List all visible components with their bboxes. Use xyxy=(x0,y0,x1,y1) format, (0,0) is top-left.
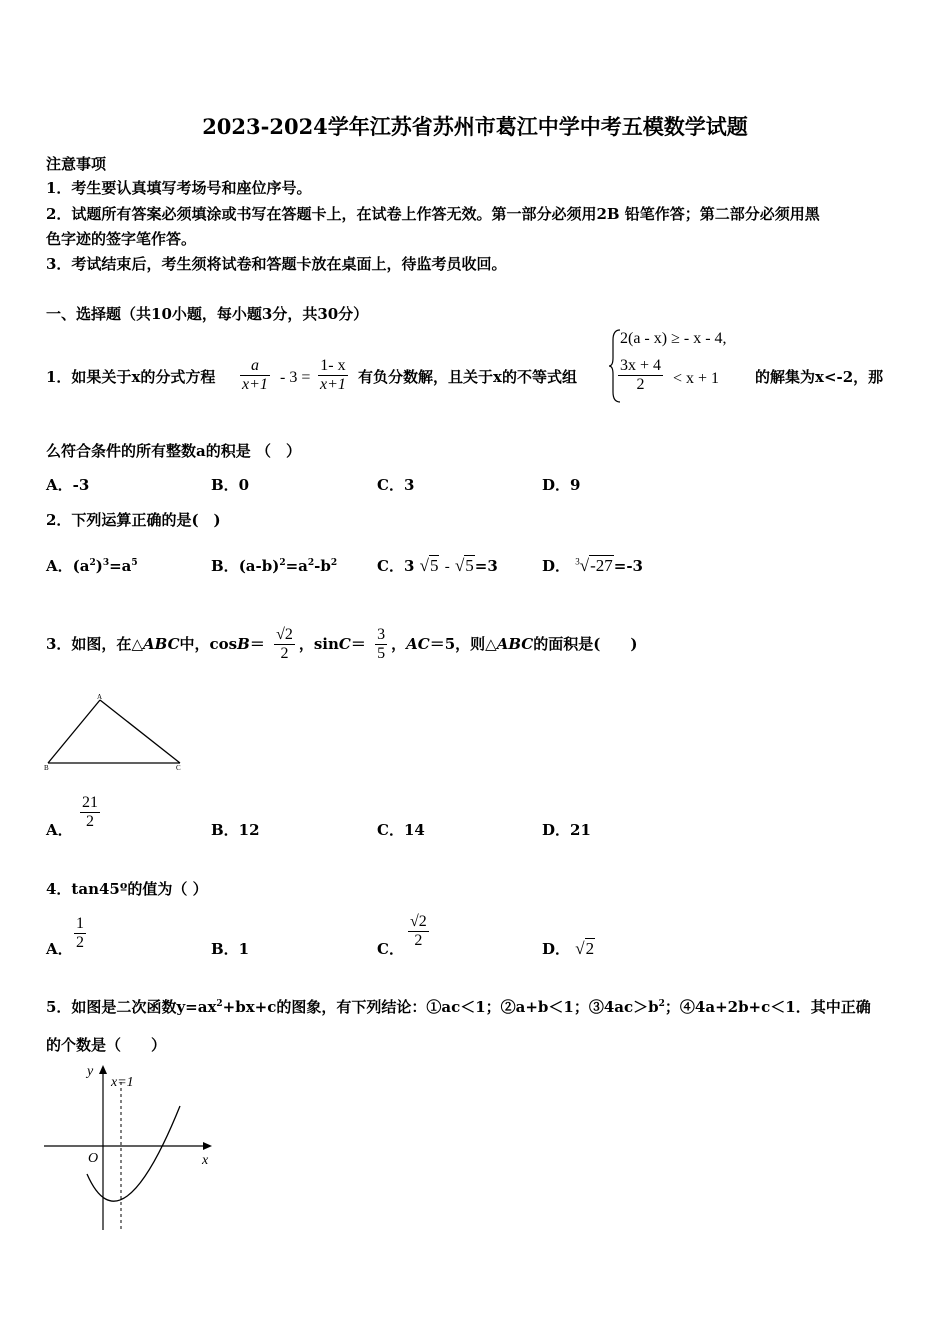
q3-p2: 中，cos xyxy=(179,634,238,653)
q2-c-label: C． xyxy=(377,557,404,575)
q3-a-num: 21 xyxy=(80,794,100,813)
q1-frac2-num: 1- x xyxy=(318,357,348,376)
q2-c-sqrt-2: √5 xyxy=(454,556,474,575)
q2-b-s2: 2 xyxy=(307,558,315,568)
q2-option-c xyxy=(377,555,498,576)
q5-sup1: 2 xyxy=(216,999,223,1009)
q1-minus3: - 3 = xyxy=(280,369,311,386)
graph-label-origin: O xyxy=(88,1151,99,1166)
notice-item-1: 1．考生要认真填写考场号和座位序号。 xyxy=(46,179,312,197)
q4-a-num: 1 xyxy=(74,915,86,934)
x-axis-arrow-icon xyxy=(203,1142,212,1150)
q5-p2: +bx+c的图象，有下列结论：①ac＜1；②a+b＜1；③4ac＞b xyxy=(222,998,659,1016)
q2-d-rad: -27 xyxy=(590,556,613,575)
q4-option-a-frac xyxy=(74,915,86,953)
q3-frac2-den: 5 xyxy=(377,645,386,663)
q1-ineq2-num: 3x + 4 xyxy=(618,357,663,376)
q1-fraction-1 xyxy=(240,357,270,395)
q3-p4: ，sin xyxy=(298,634,339,653)
q2-a-s2: 3 xyxy=(102,558,110,568)
q3-p3: ＝ xyxy=(249,634,265,653)
q2-stem: 2．下列运算正确的是( ) xyxy=(46,511,221,529)
q1-option-d: D．9 xyxy=(542,476,581,494)
q1-ineq2-den: 2 xyxy=(636,376,645,394)
q4-option-c-frac xyxy=(408,913,429,951)
q2-d-cuberoot: $^3$√-27 xyxy=(575,556,613,575)
q3-option-b: B．12 xyxy=(211,821,260,839)
graph-parabola-curve xyxy=(87,1106,180,1201)
q1-ineq-2-frac xyxy=(618,357,663,395)
q1-ineq-1: 2(a - x) ≥ - x - 4, xyxy=(620,330,727,347)
q3-option-a-label: A． xyxy=(46,821,73,839)
q2-option-d xyxy=(542,555,643,576)
q3-p7: ＝5，则△ xyxy=(429,634,497,653)
q2-a-s1: 2 xyxy=(89,558,96,568)
q2-a-t3: =a xyxy=(109,557,132,575)
q5-sup2: 2 xyxy=(658,999,665,1009)
q3-triangle-figure xyxy=(40,690,190,772)
q2-c-sqrt-1: √5 xyxy=(419,556,439,575)
triangle-label-a: A xyxy=(97,693,103,701)
q5-stem xyxy=(46,996,871,1017)
q3-ac: AC xyxy=(406,634,430,653)
q1-frac1-num: a xyxy=(240,357,270,376)
q3-frac1-den: 2 xyxy=(280,645,289,663)
q2-b-s3: 2 xyxy=(330,558,338,568)
q5-p3: ；④4a+2b+c＜1．其中正确 xyxy=(664,998,871,1016)
graph-label-x: x xyxy=(202,1153,209,1168)
q2-b-label: B． xyxy=(211,557,239,575)
q3-frac2-num: 3 xyxy=(375,626,387,645)
q2-d-index: 3 xyxy=(575,556,580,567)
q2-b-t3: -b xyxy=(314,557,331,575)
triangle-label-c: C xyxy=(176,764,181,772)
q3-frac-1 xyxy=(274,626,295,664)
q4-option-a-label: A． xyxy=(46,940,73,958)
q1-mid: 有负分数解，且关于x的不等式组 xyxy=(358,368,577,386)
q3-frac-2 xyxy=(375,626,387,664)
q2-d-label: D． xyxy=(542,557,571,575)
q1-prefix: 1．如果关于x的分式方程 xyxy=(46,368,216,386)
q3-option-c: C．14 xyxy=(377,821,425,839)
q3-p6: ， xyxy=(391,634,407,653)
graph-label-axis: x=1 xyxy=(111,1075,134,1090)
q2-c-rad-2: 5 xyxy=(465,556,474,575)
q1-fraction-2 xyxy=(318,357,348,395)
q2-a-label: A． xyxy=(46,557,73,575)
q4-option-d xyxy=(542,938,595,959)
q1-option-c: C．3 xyxy=(377,476,415,494)
q4-d-rad: 2 xyxy=(585,939,595,958)
q3-abc-2: ABC xyxy=(496,634,534,653)
q2-b-t1: (a-b) xyxy=(238,557,280,575)
q4-c-den: 2 xyxy=(414,932,423,950)
q1-option-b: B．0 xyxy=(211,476,250,494)
triangle-side-ab xyxy=(48,700,100,763)
q3-option-d: D．21 xyxy=(542,821,591,839)
triangle-side-ac xyxy=(100,700,180,763)
q3-frac1-num: √2 xyxy=(274,626,295,645)
q2-a-s3: 5 xyxy=(131,558,138,568)
q4-option-b: B．1 xyxy=(211,940,250,958)
q2-c-coef: 3 xyxy=(403,557,415,575)
q2-c-minus: - xyxy=(444,559,450,575)
q2-option-b xyxy=(211,555,337,576)
triangle-label-b: B xyxy=(44,764,49,772)
q3-a-den: 2 xyxy=(86,813,94,831)
q3-p1: 3．如图，在△ xyxy=(46,634,143,653)
q5-parabola-graph xyxy=(40,1062,220,1234)
q4-stem: 4．tan45º的值为（ ） xyxy=(46,880,208,898)
page-title: 2023-2024学年江苏省苏州市葛江中学中考五模数学试题 xyxy=(202,114,748,139)
q3-stem xyxy=(46,626,637,664)
q4-c-num: √2 xyxy=(408,913,429,932)
notice-item-3: 3．考试结束后，考生须将试卷和答题卡放在桌面上，待监考员收回。 xyxy=(46,255,507,273)
q4-d-sqrt: √2 xyxy=(575,939,595,958)
q2-c-eq: =3 xyxy=(474,557,498,575)
q2-a-t1: (a xyxy=(72,557,90,575)
q4-option-c-label: C． xyxy=(377,940,404,958)
notice-heading: 注意事项 xyxy=(46,155,107,173)
q3-b: B xyxy=(237,634,250,653)
notice-item-2: 2．试题所有答案必须填涂或书写在答题卡上，在试卷上作答无效。第一部分必须用2B 铅笔作答；第二部分必须用黑 xyxy=(46,205,820,223)
q4-a-den: 2 xyxy=(76,934,84,952)
y-axis-arrow-icon xyxy=(99,1065,107,1074)
q2-b-s1: 2 xyxy=(279,558,286,568)
q5-p1: 5．如图是二次函数y=ax xyxy=(46,998,217,1016)
q3-option-a-frac xyxy=(80,794,100,832)
q1-suffix: 的解集为x<-2，那 xyxy=(755,368,884,386)
q3-p8: 的面积是( ) xyxy=(533,634,638,653)
q2-c-rad-1: 5 xyxy=(429,556,439,575)
q3-abc: ABC xyxy=(142,634,180,653)
q2-d-eq: =-3 xyxy=(613,557,643,575)
q2-option-a xyxy=(46,555,138,576)
section-heading: 一、选择题（共10小题，每小题3分，共30分） xyxy=(46,305,369,323)
q1-frac1-den: x+1 xyxy=(242,376,268,394)
q1-line-2: 么符合条件的所有整数a的积是 （ ） xyxy=(46,442,301,460)
q1-ineq-2-rest: < x + 1 xyxy=(673,370,720,387)
q1-option-a: A．-3 xyxy=(46,476,90,494)
q5-line-2: 的个数是（ ） xyxy=(46,1036,167,1054)
graph-label-y: y xyxy=(87,1064,94,1079)
q4-d-label: D． xyxy=(542,940,571,958)
notice-item-2-cont: 色字迹的签字笔作答。 xyxy=(46,230,197,248)
q3-p5: ＝ xyxy=(350,634,366,653)
q1-frac2-den: x+1 xyxy=(320,376,346,394)
q3-c: C xyxy=(338,634,351,653)
q2-b-t2: =a xyxy=(285,557,308,575)
q2-a-t2: ) xyxy=(95,557,103,575)
